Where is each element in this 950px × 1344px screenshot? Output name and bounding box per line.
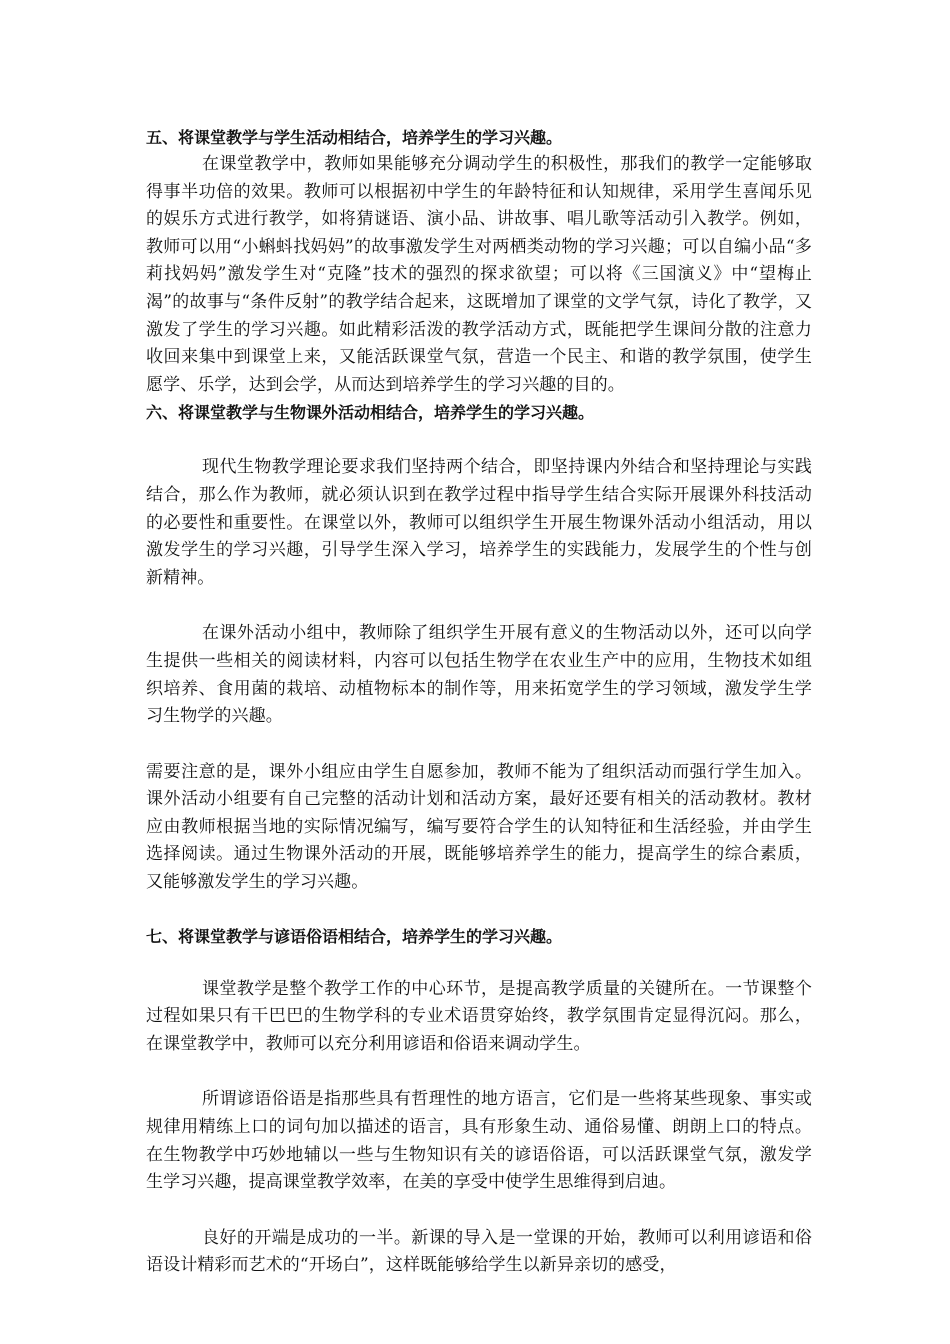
paragraph-spacer	[146, 950, 812, 976]
section-heading: 六、将课堂教学与生物课外活动相结合，培养学生的学习兴趣。	[146, 403, 595, 423]
body-paragraph: 在课堂教学中，教师如果能够充分调动学生的积极性，那我们的教学一定能够取得事半功倍的效果。教师可以根据初中学生的年龄特征和认知规律，采用学生喜闻乐见的娱乐方式进行教学，如将猜谜语、演小品、讲故事、唱儿歌等活动引入教学。例如，教师可以用“小蝌蚪找妈妈”的故事激发学生对两栖类动物的学习兴趣；可以自编小品“多莉找妈妈”激发学生对“克隆”技术的强烈的探求欲望；可以将《三国演义》中“望梅止渴”的故事与“条件反射”的教学结合起来，这既增加了课堂的文学气氛，诗化了教学，又激发了学生的学习兴趣。如此精彩活泼的教学活动方式，既能把学生课间分散的注意力收回来集中到课堂上来，又能活跃课堂气氛，营造一个民主、和谐的教学氛围，使学生愿学、乐学，达到会学，从而达到培养学生的学习兴趣的目的。	[146, 154, 812, 395]
body-paragraph: 需要注意的是，课外小组应由学生自愿参加，教师不能为了组织活动而强行学生加入。课外活动小组要有自己完整的活动计划和活动方案，最好还要有相关的活动教材。教材应由教师根据当地的实际情况编写，编写要符合学生的认知特征和生活经验，并由学生选择阅读。通过生物课外活动的开展，既能够培养学生的能力，提高学生的综合素质，又能够激发学生的学习兴趣。	[146, 761, 812, 893]
body-paragraph: 良好的开端是成功的一半。新课的导入是一堂课的开始，教师可以利用谚语和俗语设计精彩而艺术的“开场白”，这样既能够给学生以新异亲切的感受，	[146, 1227, 812, 1276]
section-heading: 五、将课堂教学与学生活动相结合，培养学生的学习兴趣。	[146, 128, 563, 147]
body-paragraph: 所谓谚语俗语是指那些具有哲理性的地方语言，它们是一些将某些现象、事实或规律用精练上口的词句加以描述的语言，具有形象生动、通俗易懂、朗朗上口的特点。在生物教学中巧妙地辅以一些与生物知识有关的谚语俗语，可以活跃课堂气氛，激发学生学习兴趣，提高课堂教学效率，在美的享受中使学生思维得到启迪。	[146, 1089, 812, 1193]
body-paragraph: 课堂教学是整个教学工作的中心环节，是提高教学质量的关键所在。一节课整个过程如果只有干巴巴的生物学科的专业术语贯穿始终，教学氛围肯定显得沉闷。那么，在课堂教学中，教师可以充分利用谚语和俗语来调动学生。	[146, 978, 812, 1054]
paragraph-spacer	[146, 731, 812, 759]
paragraph-spacer	[146, 426, 812, 454]
body-paragraph: 现代生物教学理论要求我们坚持两个结合，即坚持课内外结合和坚持理论与实践结合，那么作为教师，就必须认识到在教学过程中指导学生结合实际开展课外科技活动的必要性和重要性。在课堂以外，教师可以组织学生开展生物课外活动小组活动，用以激发学生的学习兴趣，引导学生深入学习，培养学生的实践能力，发展学生的个性与创新精神。	[146, 457, 812, 588]
document-body	[146, 124, 812, 1280]
section-heading: 七、将课堂教学与谚语俗语相结合，培养学生的学习兴趣。	[146, 926, 563, 946]
paragraph-spacer	[146, 592, 812, 620]
paragraph-spacer	[146, 897, 812, 923]
paragraph-spacer	[146, 1197, 812, 1225]
paragraph-spacer	[146, 1058, 812, 1086]
body-paragraph: 在课外活动小组中，教师除了组织学生开展有意义的生物活动以外，还可以向学生提供一些相关的阅读材料，内容可以包括生物学在农业生产中的应用，生物技术如组织培养、食用菌的栽培、动植物标本的制作等，用来拓宽学生的学习领域，激发学生学习生物学的兴趣。	[146, 623, 812, 727]
